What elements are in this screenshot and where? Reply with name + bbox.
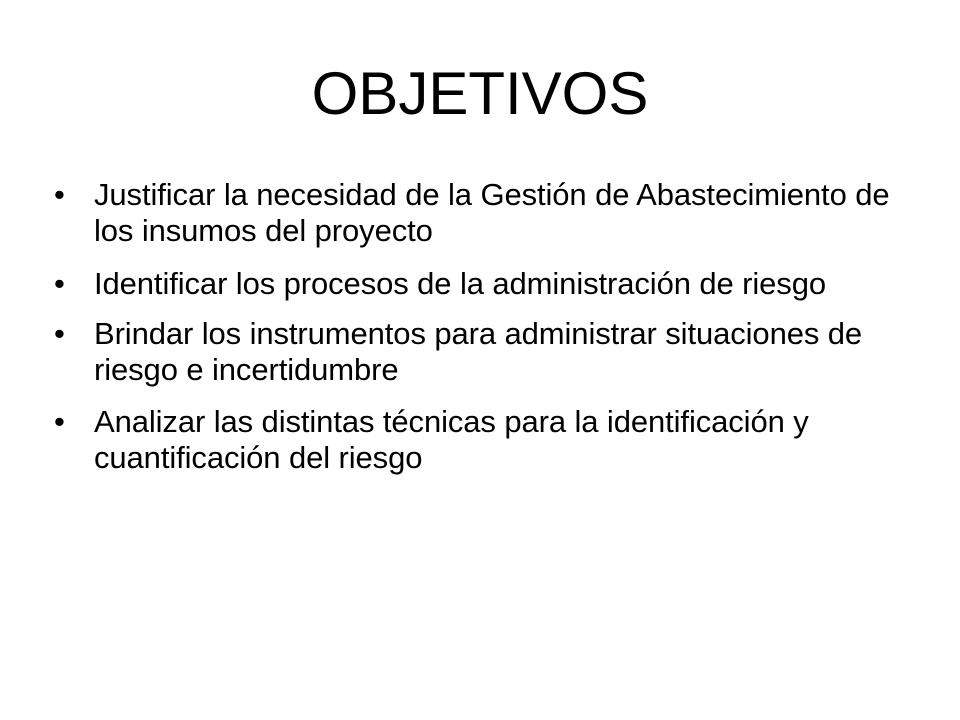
objectives-list bbox=[50, 177, 910, 493]
bullet-icon: • bbox=[54, 177, 65, 212]
list-item bbox=[50, 177, 910, 249]
bullet-text: Identificar los procesos de la administración de riesgo bbox=[94, 266, 826, 301]
bullet-text: Justificar la necesidad de la Gestión de Abastecimiento de los insumos del proyecto bbox=[94, 177, 890, 248]
bullet-text: Analizar las distintas técnicas para la identificación y cuantificación del riesgo bbox=[94, 404, 809, 475]
slide-title: OBJETIVOS bbox=[311, 60, 649, 127]
bullet-icon: • bbox=[54, 404, 65, 439]
bullet-icon: • bbox=[54, 316, 65, 351]
list-item bbox=[50, 266, 910, 302]
bullet-icon: • bbox=[54, 266, 65, 301]
list-item bbox=[50, 316, 910, 388]
list-item bbox=[50, 404, 910, 476]
bullet-text: Brindar los instrumentos para administrar situaciones de riesgo e incertidumbre bbox=[94, 316, 863, 387]
